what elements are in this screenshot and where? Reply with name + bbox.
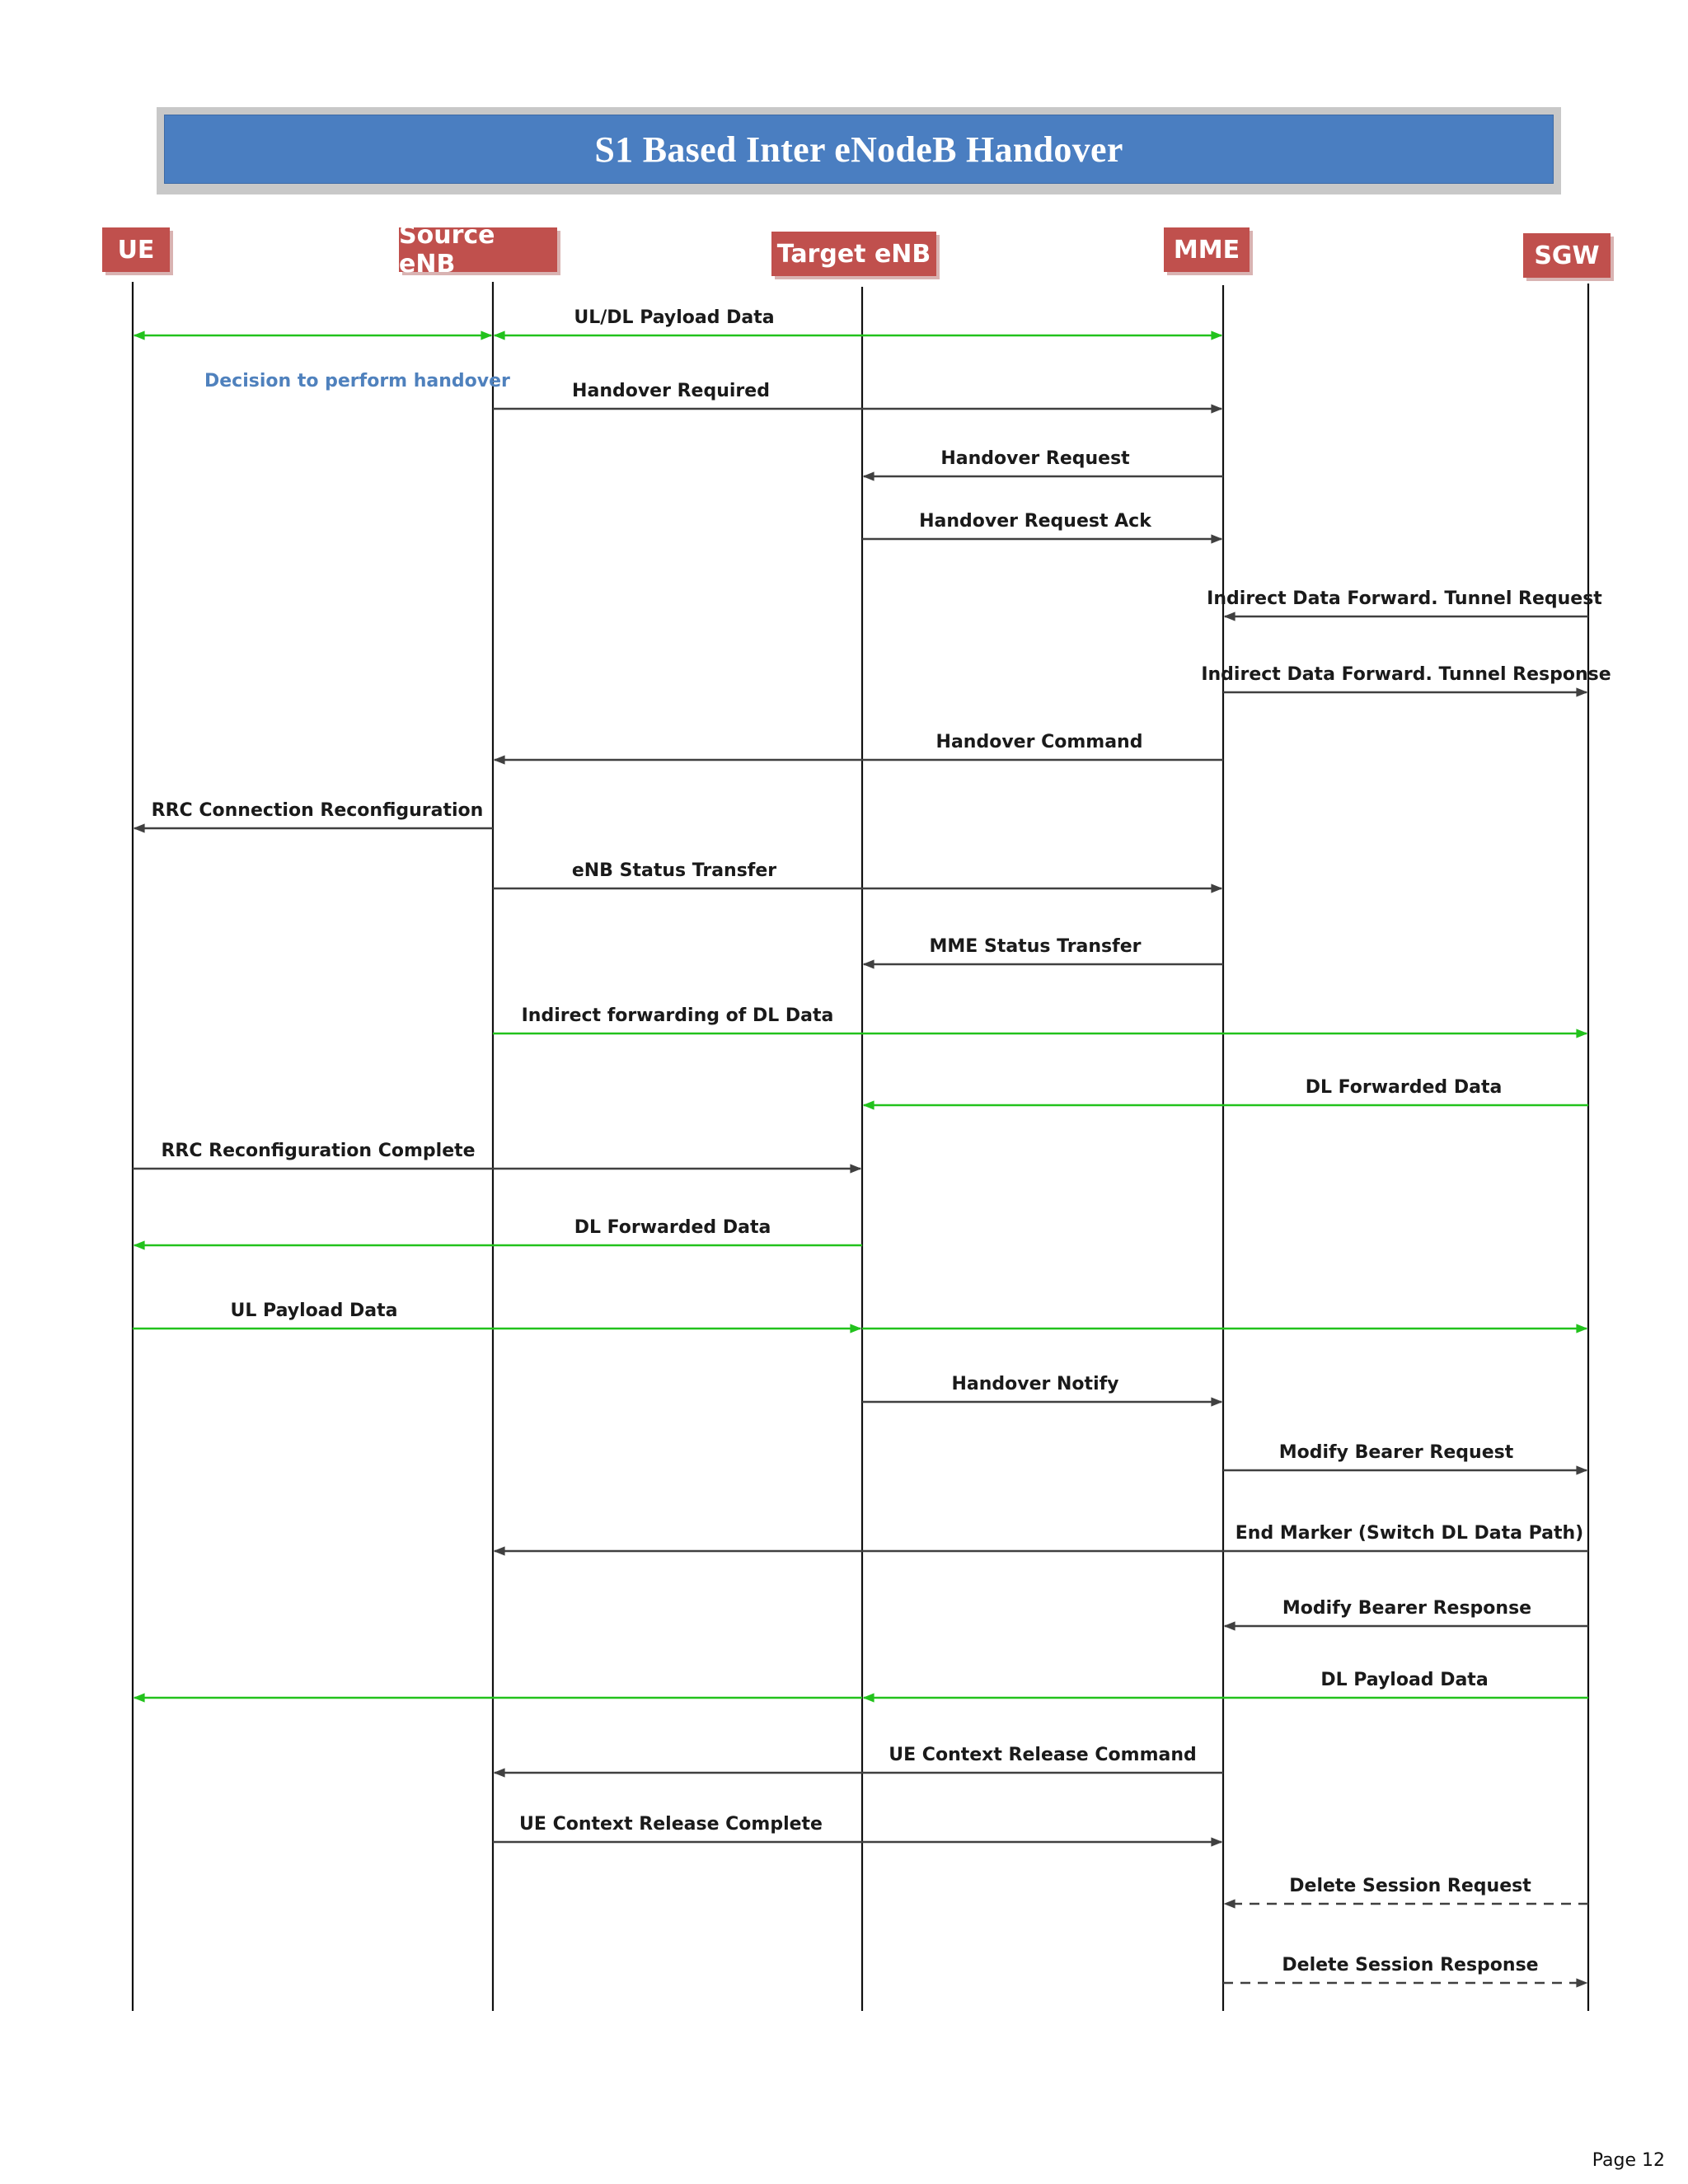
message-label-1: UL/DL Payload Data <box>574 307 775 328</box>
actor-source-enb-label: Source eNB <box>399 221 495 279</box>
message-label-21: UE Context Release Command <box>889 1745 1197 1765</box>
actor-target-enb-label: Target eNB <box>776 239 931 269</box>
message-label-24: Delete Session Response <box>1282 1955 1539 1975</box>
message-label-11: Indirect forwarding of DL Data <box>521 1005 834 1026</box>
message-label-16: Handover Notify <box>951 1374 1119 1394</box>
message-label-18: End Marker (Switch DL Data Path) <box>1235 1523 1584 1544</box>
actor-sgw-label: SGW <box>1534 241 1600 270</box>
message-label-3: Handover Request <box>940 448 1130 469</box>
message-label-7: Handover Command <box>935 732 1143 752</box>
message-label-12: DL Forwarded Data <box>1305 1077 1503 1098</box>
message-label-8: RRC Connection Reconfiguration <box>151 800 484 821</box>
message-label-23: Delete Session Request <box>1289 1876 1531 1896</box>
message-label-10: MME Status Transfer <box>929 936 1142 957</box>
message-label-22: UE Context Release Complete <box>519 1814 823 1835</box>
message-label-19: Modify Bearer Response <box>1282 1598 1532 1619</box>
message-label-6: Indirect Data Forward. Tunnel Response <box>1201 664 1611 685</box>
actor-ue-label: UE <box>117 235 155 265</box>
page-title: S1 Based Inter eNodeB Handover <box>594 129 1123 170</box>
message-label-9: eNB Status Transfer <box>571 860 777 881</box>
message-label-4: Handover Request Ack <box>919 511 1151 532</box>
message-label-20: DL Payload Data <box>1320 1670 1489 1690</box>
message-label-14: DL Forwarded Data <box>574 1217 771 1238</box>
message-label-5: Indirect Data Forward. Tunnel Request <box>1207 588 1602 609</box>
message-label-15: UL Payload Data <box>230 1301 398 1321</box>
message-label-13: RRC Reconfiguration Complete <box>161 1141 476 1161</box>
page-number: Page 12 <box>1592 2150 1665 2171</box>
actor-mme-label: MME <box>1173 235 1240 265</box>
message-label-2: Handover Required <box>572 381 770 401</box>
decision-note: Decision to perform handover <box>204 371 510 391</box>
message-label-17: Modify Bearer Request <box>1278 1442 1514 1463</box>
